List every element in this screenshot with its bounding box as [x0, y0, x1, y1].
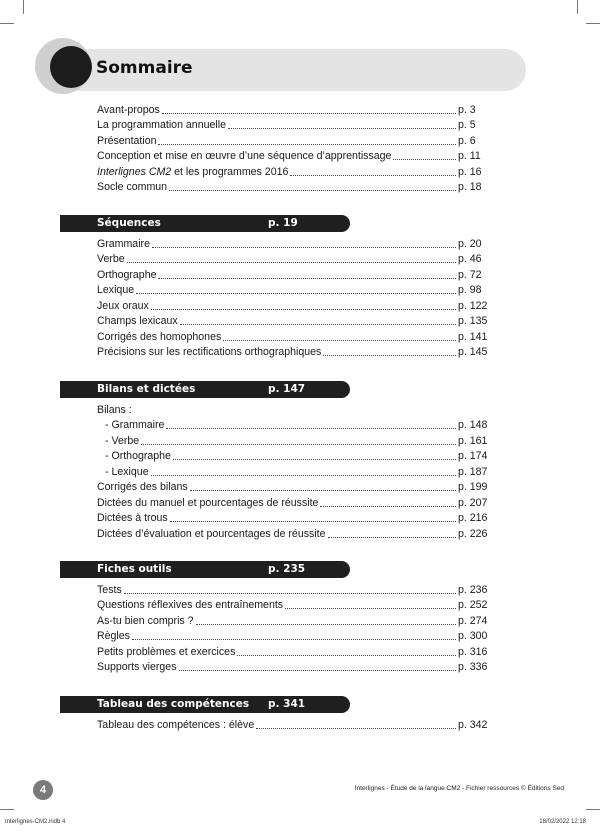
- crop-mark: [0, 809, 14, 810]
- toc-subheading: Bilans :: [97, 403, 132, 416]
- crop-mark: [0, 23, 14, 24]
- section-list-fiches-outils: [97, 581, 488, 674]
- toc-entry[interactable]: Jeux oraux p. 122: [97, 299, 488, 312]
- section-list-tableau: [97, 716, 488, 732]
- toc-entry[interactable]: La programmation annuelle p. 5: [97, 119, 476, 131]
- toc-entry[interactable]: Règles p. 300: [97, 630, 488, 642]
- section-header-bilans: Bilans et dictées p. 147: [60, 381, 350, 398]
- crop-mark: [586, 23, 600, 24]
- toc-entry[interactable]: Corrigés des bilans p. 199: [97, 481, 488, 493]
- footer-credit: Interlignes - Étude de la langue CM2 - Fichier ressources © Éditions Sed: [354, 785, 564, 792]
- toc-entry[interactable]: - Lexique p. 187: [105, 465, 488, 478]
- toc-entry[interactable]: Grammaire p. 20: [97, 237, 482, 250]
- section-header-tableau: Tableau des compétences p. 341: [60, 696, 350, 713]
- toc-entry[interactable]: Champs lexicaux p. 135: [97, 315, 488, 327]
- toc-entry[interactable]: Dictées à trous p. 216: [97, 512, 488, 524]
- page-number-badge: 4: [33, 780, 53, 800]
- toc-entry[interactable]: Tableau des compétences : élève p. 342: [97, 718, 488, 731]
- toc-entry[interactable]: Socle commun p. 18: [97, 181, 482, 193]
- toc-entry[interactable]: Tests p. 236: [97, 583, 488, 596]
- section-list-sequences: [97, 235, 488, 359]
- toc-entry[interactable]: Dictées du manuel et pourcentages de réussite p. 207: [97, 496, 488, 509]
- slug-filename: Interlignes-CM2.indb 4: [5, 819, 66, 825]
- slug-date: 18/02/2022 12:18: [539, 819, 586, 825]
- section-header-fiches-outils: Fiches outils p. 235: [60, 561, 350, 578]
- intro-list: [97, 101, 488, 194]
- toc-entry[interactable]: - Orthographe p. 174: [105, 450, 488, 462]
- page-title: Sommaire: [96, 58, 193, 78]
- toc-entry[interactable]: Petits problèmes et exercices p. 316: [97, 645, 488, 658]
- crop-mark: [586, 809, 600, 810]
- header-decor-dot: [50, 46, 92, 88]
- section-list-bilans: [97, 401, 488, 541]
- toc-entry[interactable]: Corrigés des homophones p. 141: [97, 330, 488, 343]
- toc-entry[interactable]: Lexique p. 98: [97, 284, 482, 296]
- toc-entry[interactable]: Verbe p. 46: [97, 253, 482, 265]
- toc-entry[interactable]: Avant-propos p. 3: [97, 103, 476, 116]
- toc-entry[interactable]: Conception et mise en œuvre d’une séquence d’apprentissage p. 11: [97, 150, 481, 162]
- toc-entry[interactable]: Interlignes CM2 et les programmes 2016 p. 16: [97, 165, 482, 178]
- toc-entry[interactable]: As-tu bien compris ? p. 274: [97, 614, 488, 627]
- toc-entry[interactable]: - Verbe p. 161: [105, 434, 488, 447]
- toc-entry[interactable]: Dictées d’évaluation et pourcentages de réussite p. 226: [97, 527, 488, 540]
- toc-entry[interactable]: Questions réflexives des entraînements p. 252: [97, 599, 488, 611]
- toc-entry[interactable]: Précisions sur les rectifications orthographiques p. 145: [97, 346, 488, 358]
- toc-entry[interactable]: - Grammaire p. 148: [105, 419, 488, 431]
- crop-mark: [577, 0, 578, 14]
- toc-entry[interactable]: Supports vierges p. 336: [97, 661, 488, 673]
- toc-entry[interactable]: Orthographe p. 72: [97, 268, 482, 281]
- section-header-sequences: Séquences p. 19: [60, 215, 350, 232]
- crop-mark: [23, 0, 24, 14]
- toc-entry[interactable]: Présentation p. 6: [97, 134, 476, 147]
